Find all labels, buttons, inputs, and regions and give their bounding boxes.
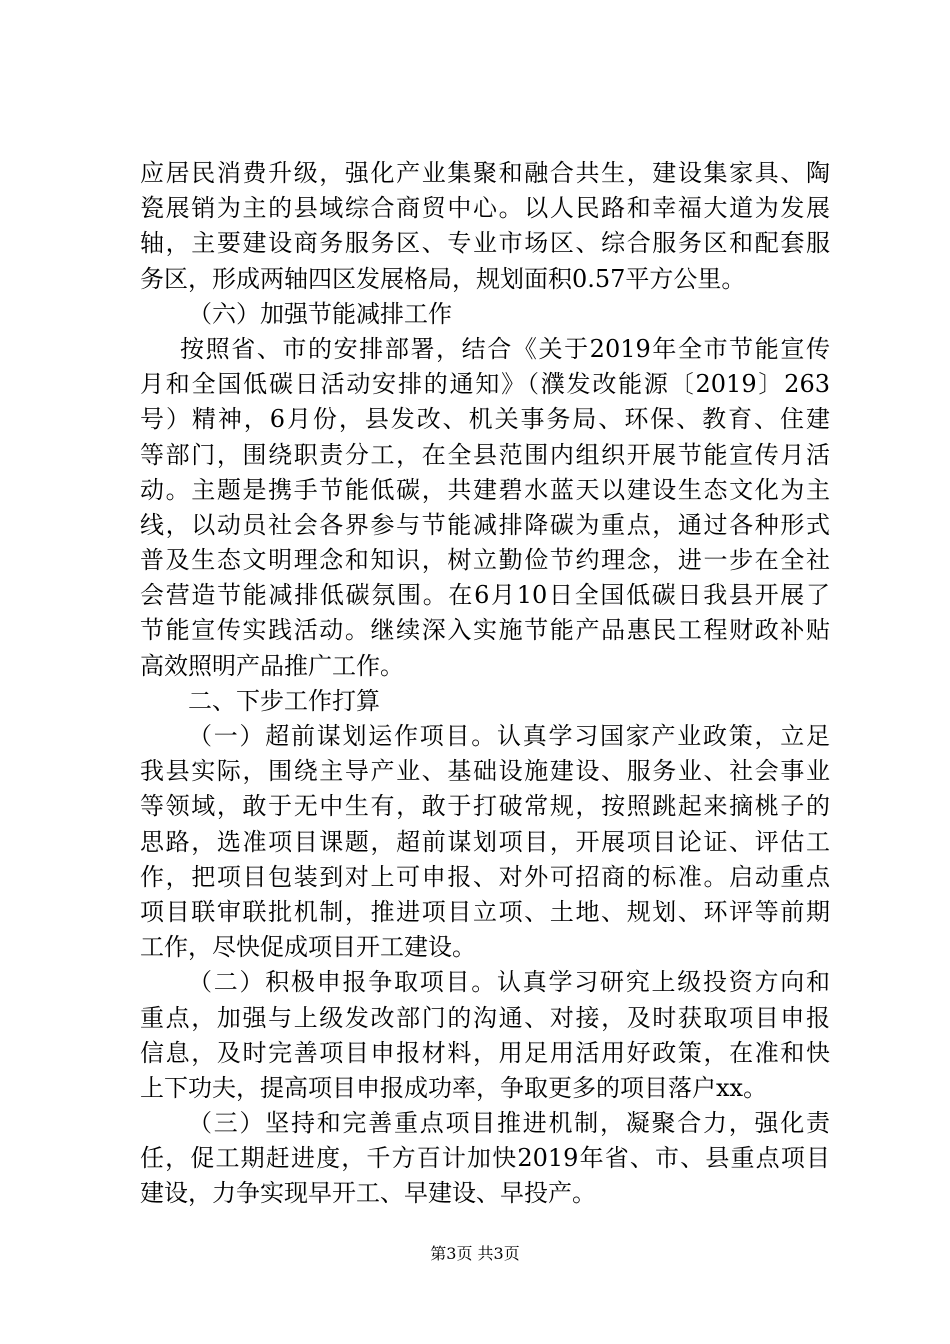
text-line: 应居民消费升级，强化产业集聚和融合共生，建设集家具、陶 [140, 159, 830, 187]
text-line: 信息，及时完善项目申报材料，用足用活用好政策，在准和快 [140, 1038, 830, 1067]
paragraph-apply-projects [140, 965, 830, 1106]
paragraph-energy-saving [140, 332, 830, 684]
paragraph-plan-projects [140, 719, 830, 965]
text-line: 线，以动员社会各界参与节能减排降碳为重点，通过各种形式 [140, 510, 830, 539]
text-line: 普及生态文明理念和知识，树立勤俭节约理念，进一步在全社 [140, 546, 830, 575]
paragraph-commerce-center [140, 156, 830, 297]
text-line: 节能宣传实践活动。继续深入实施节能产品惠民工程财政补贴 [140, 616, 830, 645]
text-line: 上下功夫，提高项目申报成功率，争取更多的项目落户xx。 [140, 1073, 768, 1102]
text-line: 号）精神，6月份，县发改、机关事务局、环保、教育、住建 [140, 405, 830, 434]
text-line: 按照省、市的安排部署，结合《关于2019年全市节能宣传 [180, 334, 830, 363]
text-line: 高效照明产品推广工作。 [140, 651, 404, 680]
text-line: 工作，尽快促成项目开工建设。 [140, 933, 476, 962]
text-line: 务区，形成两轴四区发展格局，规划面积0.57平方公里。 [140, 264, 746, 293]
document-body [140, 156, 830, 1212]
section-heading-energy-saving [140, 297, 830, 332]
text-line: 月和全国低碳日活动安排的通知》（濮发改能源〔2019〕263 [140, 370, 830, 399]
text-line: 会营造节能减排低碳氛围。在6月10日全国低碳日我县开展了 [140, 581, 830, 610]
text-line: 等领域，敢于无中生有，敢于打破常规，按照跳起来摘桃子的 [140, 792, 830, 821]
text-line: 任，促工期赶进度，千方百计加快2019年省、市、县重点项目 [140, 1144, 830, 1173]
page-number: 第3页 共3页 [430, 1244, 520, 1263]
text-line: 项目联审联批机制，推进项目立项、土地、规划、环评等前期 [140, 897, 830, 926]
text-line: （二）积极申报争取项目。认真学习研究上级投资方向和 [188, 968, 830, 997]
text-line: 作，把项目包装到对上可申报、对外可招商的标准。启动重点 [140, 862, 830, 891]
page-footer [0, 1244, 950, 1264]
text-line: 轴，主要建设商务服务区、专业市场区、综合服务区和配套服 [140, 229, 830, 258]
text-line: 等部门，围绕职责分工，在全县范围内组织开展节能宣传月活 [140, 440, 830, 469]
text-line: （一）超前谋划运作项目。认真学习国家产业政策，立足 [188, 722, 830, 750]
text-line: 瓷展销为主的县域综合商贸中心。以人民路和幸福大道为发展 [140, 194, 830, 223]
text-line: 我县实际，围绕主导产业、基础设施建设、服务业、社会事业 [140, 757, 830, 786]
text-line: 建设，力争实现早开工、早建设、早投产。 [140, 1179, 596, 1208]
heading-line: 二、下步工作打算 [188, 686, 380, 715]
text-line: 重点，加强与上级发改部门的沟通、对接，及时获取项目申报 [140, 1003, 830, 1032]
text-line: 动。主题是携手节能低碳，共建碧水蓝天以建设生态文化为主 [140, 475, 830, 504]
paragraph-key-projects [140, 1106, 830, 1212]
text-line: （三）坚持和完善重点项目推进机制，凝聚合力，强化责 [188, 1109, 830, 1138]
section-heading-next-steps [140, 684, 830, 719]
text-line: 思路，选准项目课题，超前谋划项目，开展项目论证、评估工 [140, 827, 830, 856]
heading-line: （六）加强节能减排工作 [188, 299, 452, 328]
